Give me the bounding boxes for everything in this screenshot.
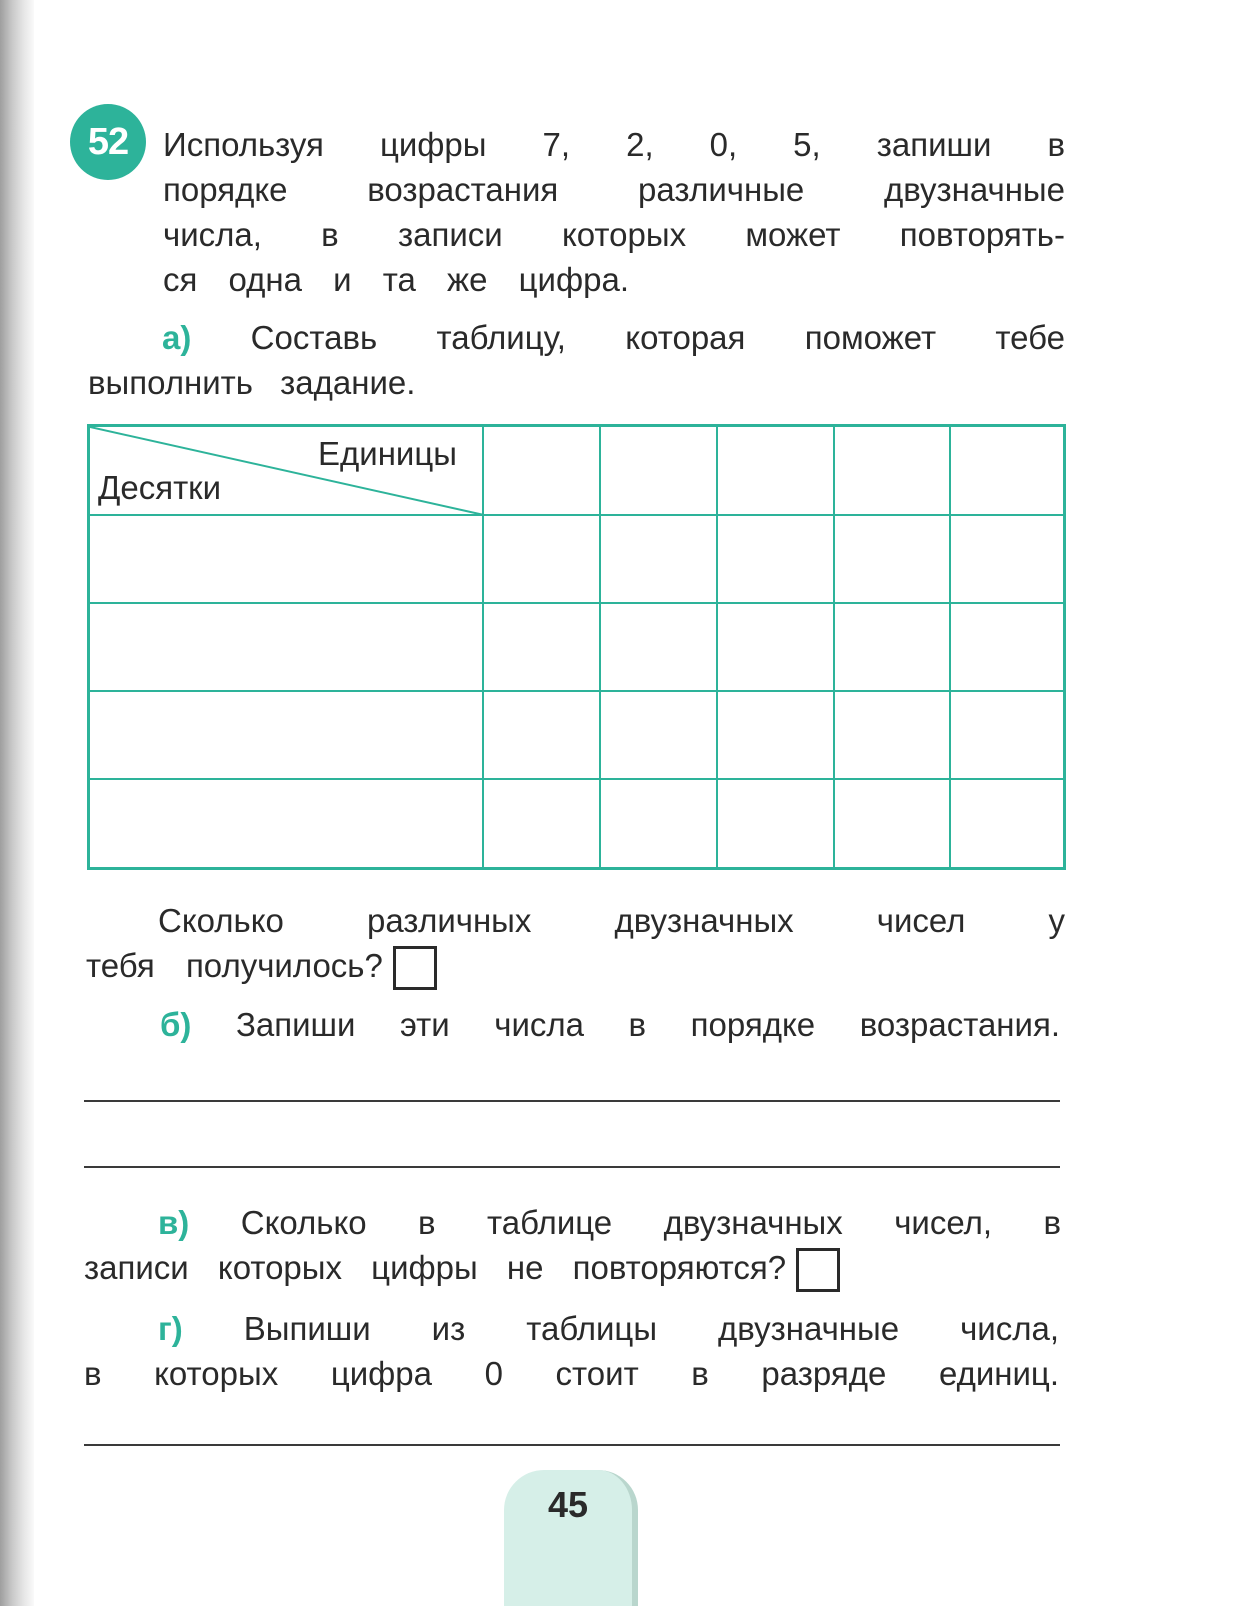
part-b-text: Запиши эти числа в порядке возрастания. — [235, 1006, 1061, 1043]
book-spine-shadow — [0, 0, 34, 1606]
answer-line-b-1[interactable] — [84, 1100, 1060, 1102]
part-a-line-1 — [88, 315, 1065, 360]
answer-line-d[interactable] — [84, 1444, 1060, 1446]
part-c-text-2: записи которых цифры не повторяются? — [84, 1249, 787, 1286]
part-b-line — [160, 1002, 1060, 1047]
answer-line-b-2[interactable] — [84, 1166, 1060, 1168]
part-c-text-1: Сколько в таблице двузначных чисел, в — [240, 1204, 1061, 1241]
part-d-text-2: в которых цифра 0 стоит в разряде единиц. — [84, 1355, 1059, 1392]
table-header-units: Единицы — [318, 435, 457, 472]
part-b-label: б) — [160, 1006, 192, 1043]
digits-table — [87, 424, 1066, 870]
table-column-divider — [949, 427, 951, 867]
task-number: 52 — [87, 120, 129, 163]
page-number-tab — [504, 1470, 638, 1606]
part-d — [84, 1306, 1059, 1396]
page-number: 45 — [547, 1484, 589, 1525]
part-a-text-2: выполнить задание. — [88, 364, 416, 401]
part-d-label: г) — [158, 1310, 183, 1347]
part-c-line-1 — [84, 1200, 1061, 1245]
table-row-divider — [90, 690, 1063, 692]
count-question-line-2 — [86, 943, 1065, 990]
table-column-divider — [716, 427, 718, 867]
table-column-divider — [482, 427, 484, 867]
part-c-label: в) — [158, 1204, 190, 1241]
intro-line-2: порядке возрастания различные двузначные — [163, 171, 1065, 208]
intro-line-1: Используя цифры 7, 2, 0, 5, запиши в — [163, 126, 1065, 163]
table-row-divider — [90, 778, 1063, 780]
task-intro — [163, 122, 1065, 302]
count-question — [86, 898, 1065, 990]
part-a-text-1: Составь таблицу, которая поможет тебе — [250, 319, 1065, 356]
count-question-line-1: Сколько различных двузначных чисел у — [158, 902, 1065, 939]
answer-box-count[interactable] — [393, 946, 437, 990]
answer-box-no-repeat[interactable] — [796, 1248, 840, 1292]
part-b — [160, 1002, 1060, 1047]
intro-line-4: ся одна и та же цифра. — [163, 261, 629, 298]
table-column-divider — [599, 427, 601, 867]
part-a-label: а) — [162, 319, 192, 356]
part-a — [88, 315, 1065, 405]
part-d-text-1: Выпиши из таблицы двузначные числа, — [243, 1310, 1059, 1347]
task-number-badge — [70, 104, 146, 180]
count-question-text-2: тебя получилось? — [86, 947, 383, 984]
part-d-line-1 — [84, 1306, 1059, 1351]
table-column-divider — [833, 427, 835, 867]
table-row-divider — [90, 514, 1063, 516]
table-row-divider — [90, 602, 1063, 604]
part-c-line-2 — [84, 1245, 1061, 1292]
intro-line-3: числа, в записи которых может повторять- — [163, 216, 1065, 253]
part-c — [84, 1200, 1061, 1292]
table-header-tens: Десятки — [98, 469, 222, 506]
